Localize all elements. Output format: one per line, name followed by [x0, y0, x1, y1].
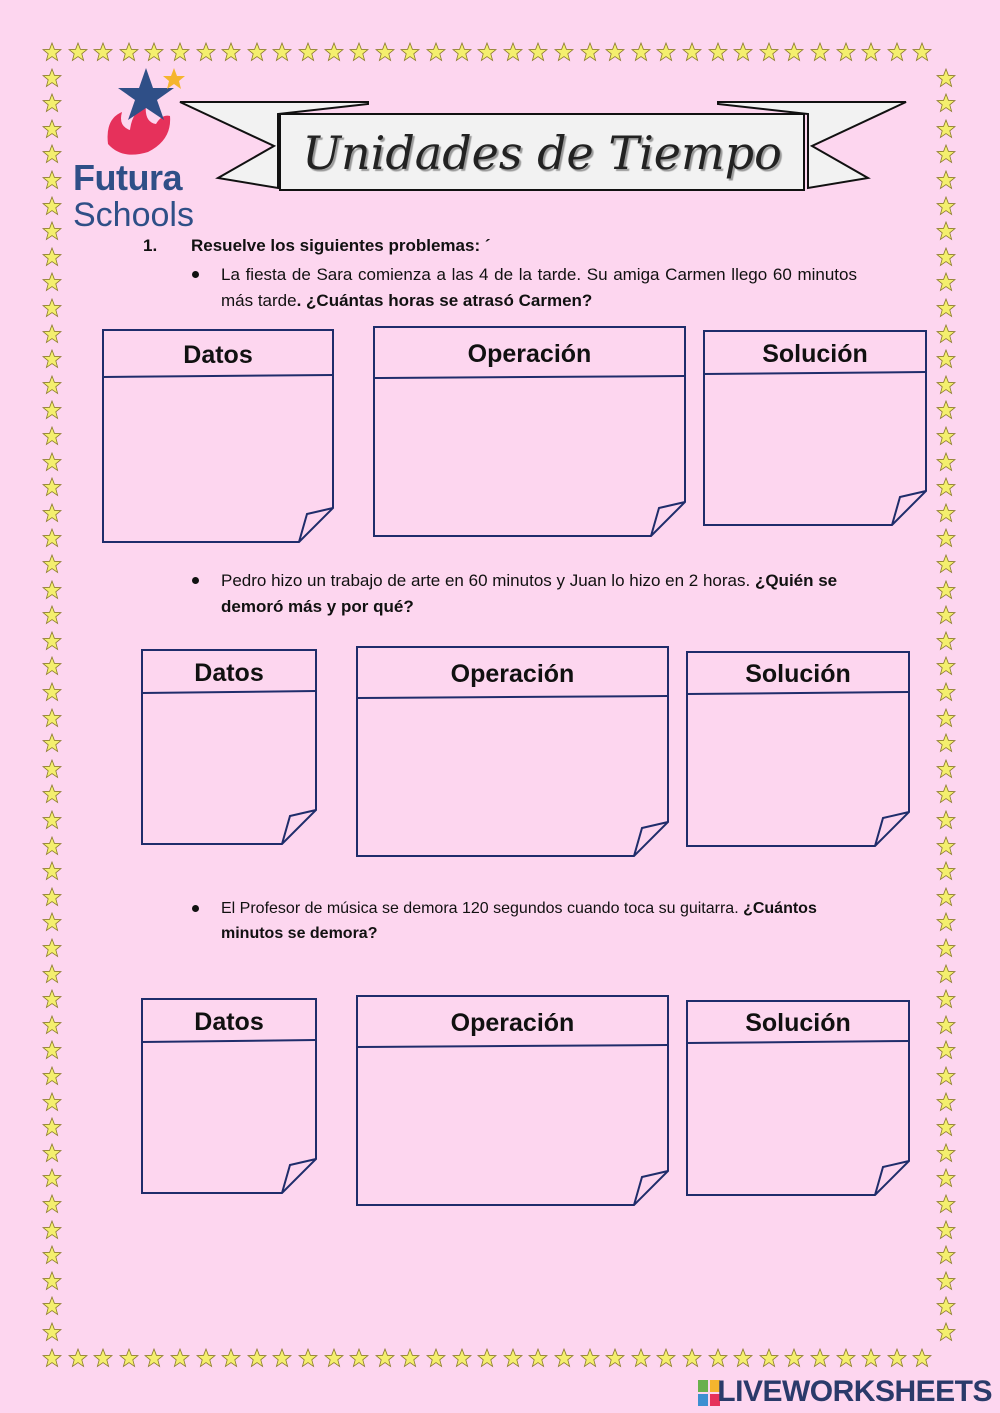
star-icon: [42, 196, 62, 216]
star-icon: [349, 42, 369, 62]
star-icon: [936, 656, 956, 676]
star-icon: [144, 1348, 164, 1368]
star-icon: [42, 733, 62, 753]
bullet-icon: [192, 577, 199, 584]
star-icon: [68, 42, 88, 62]
star-icon: [42, 989, 62, 1009]
box-label-datos: Datos: [194, 1008, 264, 1036]
star-icon: [936, 503, 956, 523]
star-icon: [42, 861, 62, 881]
star-icon: [42, 938, 62, 958]
star-icon: [196, 42, 216, 62]
star-icon: [631, 42, 651, 62]
star-icon: [42, 836, 62, 856]
star-icon: [912, 1348, 932, 1368]
star-icon: [42, 887, 62, 907]
answer-area-operacion[interactable]: [378, 381, 681, 500]
star-icon: [42, 759, 62, 779]
star-icon: [580, 1348, 600, 1368]
star-icon: [936, 68, 956, 88]
star-icon: [42, 375, 62, 395]
star-icon: [42, 1168, 62, 1188]
star-icon: [759, 42, 779, 62]
star-icon: [936, 477, 956, 497]
star-icon: [42, 1220, 62, 1240]
star-icon: [42, 349, 62, 369]
star-icon: [936, 324, 956, 344]
star-icon: [936, 580, 956, 600]
star-icon: [861, 1348, 881, 1368]
star-icon: [936, 1322, 956, 1342]
star-icon: [42, 298, 62, 318]
star-icon: [42, 1296, 62, 1316]
star-icon: [936, 426, 956, 446]
box-label-solucion: Solución: [762, 340, 868, 368]
bullet-icon: [192, 271, 199, 278]
star-icon: [426, 42, 446, 62]
star-icon: [93, 1348, 113, 1368]
star-icon: [936, 605, 956, 625]
star-icon: [936, 247, 956, 267]
star-icon: [42, 1348, 62, 1368]
star-icon: [936, 938, 956, 958]
star-icon: [400, 1348, 420, 1368]
star-icon: [733, 42, 753, 62]
star-icon: [298, 1348, 318, 1368]
star-icon: [936, 1143, 956, 1163]
box-label-datos: Datos: [194, 659, 264, 687]
star-icon: [93, 42, 113, 62]
star-icon: [656, 42, 676, 62]
star-icon: [42, 477, 62, 497]
star-icon: [298, 42, 318, 62]
star-icon: [936, 631, 956, 651]
star-icon: [936, 759, 956, 779]
star-icon: [272, 1348, 292, 1368]
star-icon: [936, 836, 956, 856]
star-icon: [247, 1348, 267, 1368]
star-icon: [936, 272, 956, 292]
star-icon: [503, 1348, 523, 1368]
star-icon: [477, 1348, 497, 1368]
star-icon: [42, 682, 62, 702]
star-icon: [936, 682, 956, 702]
star-icon: [936, 528, 956, 548]
star-icon: [936, 400, 956, 420]
star-icon: [119, 42, 139, 62]
star-icon: [42, 272, 62, 292]
star-icon: [936, 784, 956, 804]
star-icon: [936, 733, 956, 753]
star-icon: [810, 1348, 830, 1368]
star-icon: [42, 452, 62, 472]
star-icon: [42, 93, 62, 113]
logo-text-schools: Schools: [73, 196, 194, 234]
star-icon: [42, 656, 62, 676]
star-icon: [119, 1348, 139, 1368]
star-icon: [42, 784, 62, 804]
star-icon: [221, 1348, 241, 1368]
star-icon: [605, 1348, 625, 1368]
star-icon: [42, 810, 62, 830]
star-icon: [42, 912, 62, 932]
liveworksheets-brand: LIVEWORKSHEETS: [717, 1375, 992, 1408]
star-icon: [936, 1271, 956, 1291]
star-icon: [936, 1168, 956, 1188]
answer-area-datos[interactable]: [146, 1045, 312, 1157]
star-icon: [936, 861, 956, 881]
star-icon: [936, 93, 956, 113]
star-icon: [42, 324, 62, 344]
star-icon: [682, 42, 702, 62]
star-icon: [936, 1220, 956, 1240]
star-icon: [936, 810, 956, 830]
star-icon: [144, 42, 164, 62]
star-icon: [42, 1015, 62, 1035]
answer-area-operacion[interactable]: [361, 701, 664, 820]
star-icon: [42, 144, 62, 164]
star-icon: [42, 528, 62, 548]
star-icon: [936, 1117, 956, 1137]
star-icon: [936, 1040, 956, 1060]
star-icon: [426, 1348, 446, 1368]
star-icon: [68, 1348, 88, 1368]
star-icon: [375, 42, 395, 62]
star-icon: [247, 42, 267, 62]
box-label-solucion: Solución: [745, 1009, 851, 1037]
problem-2-text: Pedro hizo un trabajo de arte en 60 minutos y Juan lo hizo en 2 horas. ¿Quién se demoró más y por qué?: [221, 571, 838, 616]
star-icon: [42, 503, 62, 523]
star-icon: [784, 1348, 804, 1368]
star-icon: [42, 554, 62, 574]
answer-area-datos[interactable]: [146, 696, 312, 808]
star-icon: [42, 247, 62, 267]
star-icon: [221, 42, 241, 62]
star-icon: [42, 68, 62, 88]
star-icon: [42, 170, 62, 190]
star-icon: [42, 964, 62, 984]
star-icon: [836, 1348, 856, 1368]
page-title: Unidades de Tiempo: [302, 126, 782, 180]
star-icon: [936, 349, 956, 369]
star-icon: [887, 1348, 907, 1368]
star-icon: [42, 1271, 62, 1291]
star-icon: [349, 1348, 369, 1368]
star-icon: [708, 42, 728, 62]
star-icon: [42, 580, 62, 600]
star-icon: [936, 1015, 956, 1035]
star-icon: [42, 1040, 62, 1060]
star-icon: [936, 452, 956, 472]
star-icon: [42, 221, 62, 241]
star-icon: [936, 912, 956, 932]
star-icon: [936, 554, 956, 574]
problem-3-text: El Profesor de música se demora 120 segundos cuando toca su guitarra. ¿Cuántos minutos se demora?: [221, 900, 817, 942]
star-icon: [733, 1348, 753, 1368]
star-icon: [936, 196, 956, 216]
star-icon: [708, 1348, 728, 1368]
star-icon: [528, 42, 548, 62]
problem-1-question: . ¿Cuántas horas se atrasó Carmen?: [296, 291, 593, 310]
star-icon: [936, 887, 956, 907]
box-label-operacion: Operación: [467, 340, 592, 368]
star-icon: [42, 1143, 62, 1163]
star-icon: [400, 42, 420, 62]
star-icon: [656, 1348, 676, 1368]
star-icon: [936, 1296, 956, 1316]
star-icon: [887, 42, 907, 62]
star-icon: [42, 605, 62, 625]
star-icon: [682, 1348, 702, 1368]
star-icon: [936, 964, 956, 984]
star-icon: [784, 42, 804, 62]
problem-3-question: ¿Cuántos minutos se demora?: [221, 900, 817, 942]
star-icon: [196, 1348, 216, 1368]
star-icon: [936, 708, 956, 728]
star-icon: [936, 989, 956, 1009]
star-icon: [759, 1348, 779, 1368]
answer-area-solucion[interactable]: [691, 1046, 905, 1159]
problem-2-question: ¿Quién se demoró más y por qué?: [221, 571, 838, 616]
star-icon: [936, 298, 956, 318]
star-icon: [42, 1117, 62, 1137]
box-label-operacion: Operación: [450, 1009, 575, 1037]
star-icon: [912, 42, 932, 62]
star-icon: [324, 1348, 344, 1368]
star-icon: [936, 1092, 956, 1112]
star-icon: [631, 1348, 651, 1368]
star-icon: [503, 42, 523, 62]
star-icon: [42, 400, 62, 420]
star-icon: [836, 42, 856, 62]
star-icon: [936, 1066, 956, 1086]
star-icon: [936, 170, 956, 190]
star-icon: [42, 1322, 62, 1342]
star-icon: [42, 1194, 62, 1214]
star-icon: [42, 119, 62, 139]
star-icon: [936, 119, 956, 139]
exercise-number: 1.: [143, 236, 158, 255]
answer-area-solucion[interactable]: [691, 697, 905, 810]
box-label-operacion: Operación: [450, 660, 575, 688]
star-icon: [810, 42, 830, 62]
box-label-datos: Datos: [183, 341, 253, 369]
star-icon: [170, 1348, 190, 1368]
star-icon: [375, 1348, 395, 1368]
answer-area-operacion[interactable]: [361, 1050, 664, 1169]
star-icon: [42, 1245, 62, 1265]
star-icon: [324, 42, 344, 62]
star-icon: [580, 42, 600, 62]
logo-text-futura: Futura: [73, 157, 182, 198]
star-icon: [554, 1348, 574, 1368]
star-icon: [42, 708, 62, 728]
star-icon: [42, 42, 62, 62]
star-icon: [528, 1348, 548, 1368]
star-icon: [861, 42, 881, 62]
answer-area-datos[interactable]: [107, 380, 329, 506]
exercise-heading: Resuelve los siguientes problemas: ´: [191, 236, 491, 255]
star-icon: [170, 42, 190, 62]
star-icon: [936, 375, 956, 395]
star-icon: [554, 42, 574, 62]
star-icon: [936, 1245, 956, 1265]
box-label-solucion: Solución: [745, 660, 851, 688]
answer-area-solucion[interactable]: [708, 377, 922, 489]
star-icon: [477, 42, 497, 62]
star-icon: [272, 42, 292, 62]
star-icon: [42, 1066, 62, 1086]
star-icon: [452, 42, 472, 62]
star-icon: [42, 631, 62, 651]
star-icon: [936, 1194, 956, 1214]
problem-1-text: La fiesta de Sara comienza a las 4 de la tarde. Su amiga Carmen llego 60 minutos más tarde. ¿Cuántas horas se atrasó Carmen?: [221, 265, 857, 310]
star-icon: [452, 1348, 472, 1368]
star-icon: [605, 42, 625, 62]
star-icon: [42, 426, 62, 446]
bullet-icon: [192, 905, 199, 912]
star-icon: [936, 221, 956, 241]
star-icon: [936, 144, 956, 164]
star-icon: [42, 1092, 62, 1112]
